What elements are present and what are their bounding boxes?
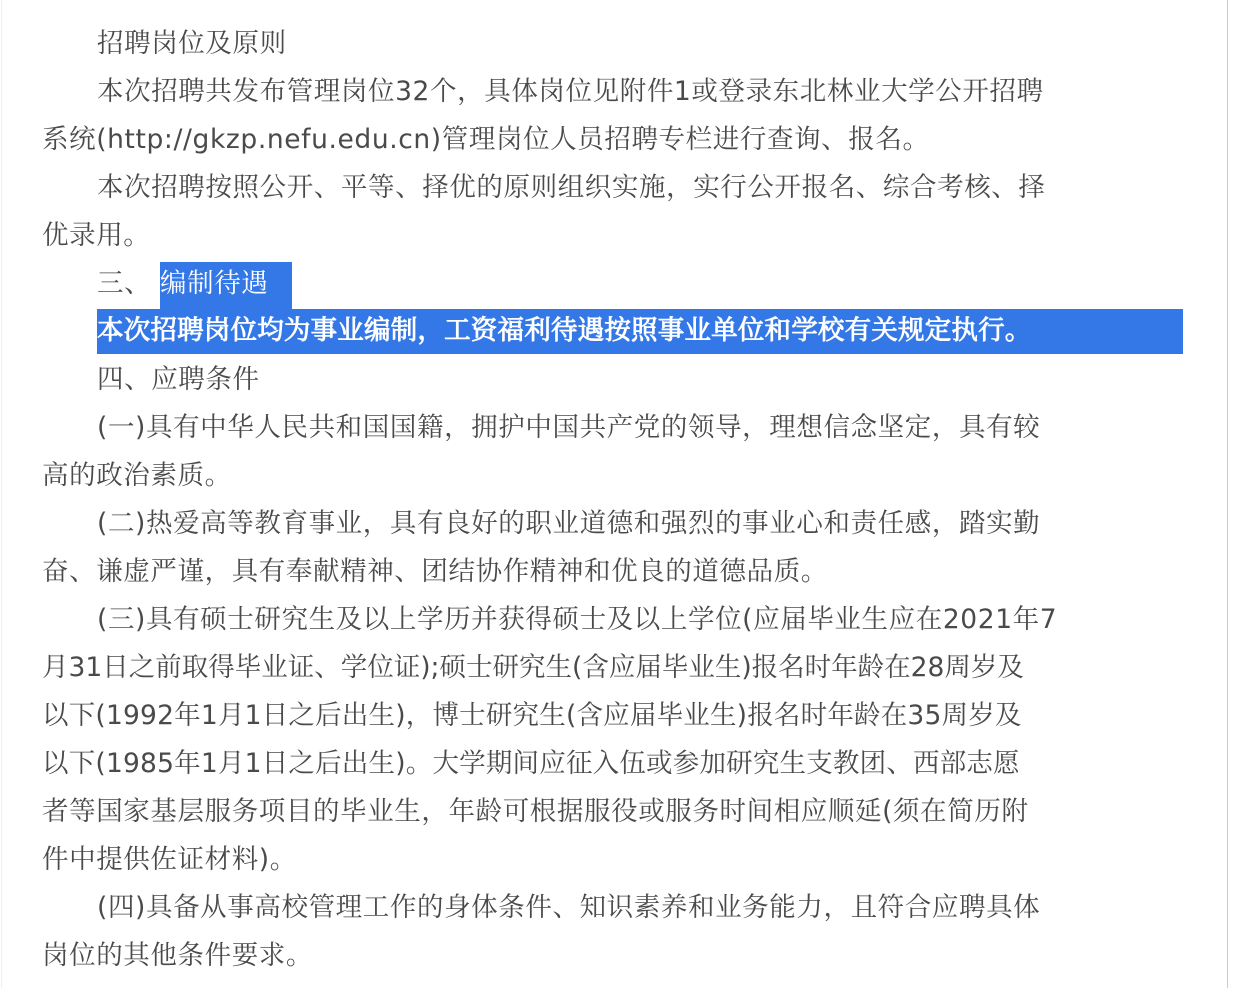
text-line: 优录用。 [42,220,151,251]
text-line: 本次招聘按照公开、平等、择优的原则组织实施，实行公开报名、综合考核、择 [97,172,1046,203]
text-line: 本次招聘共发布管理岗位32个，具体岗位见附件1或登录东北林业大学公开招聘 [97,76,1044,107]
highlighted-text-line: 本次招聘岗位均为事业编制，工资福利待遇按照事业单位和学校有关规定执行。 [97,315,1032,346]
text-line: 件中提供佐证材料)。 [42,844,297,875]
text-line: (三)具有硕士研究生及以上学历并获得硕士及以上学位(应届毕业生应在2021年7 [97,604,1058,635]
section-number: 三、 [97,268,152,299]
section-heading-positions: 招聘岗位及原则 [97,28,287,59]
text-line: 以下(1992年1月1日之后出生)，博士研究生(含应届毕业生)报名时年龄在35周岁及 [42,700,1022,731]
text-line: 奋、谦虚严谨，具有奉献精神、团结协作精神和优良的道德品质。 [42,556,828,587]
section-heading-compensation: 编制待遇 [160,268,269,299]
text-line: (一)具有中华人民共和国国籍，拥护中国共产党的领导，理想信念坚定，具有较 [97,412,1041,443]
text-line: (四)具备从事高校管理工作的身体条件、知识素养和业务能力，且符合应聘具体 [97,892,1041,923]
text-line: 月31日之前取得毕业证、学位证);硕士研究生(含应届毕业生)报名时年龄在28周岁及 [42,652,1024,683]
left-edge-line [1,0,2,988]
text-line: 以下(1985年1月1日之后出生)。大学期间应征入伍或参加研究生支教团、西部志愿 [42,748,1020,779]
text-line: 系统(http://gkzp.nefu.edu.cn)管理岗位人员招聘专栏进行查询、报名。 [42,124,930,155]
text-line: 岗位的其他条件要求。 [42,940,313,971]
right-edge-line [1227,0,1228,988]
section-heading-requirements: 四、应聘条件 [97,364,260,395]
text-line: 高的政治素质。 [42,460,232,491]
text-line: (二)热爱高等教育事业，具有良好的职业道德和强烈的事业心和责任感，踏实勤 [97,508,1041,539]
text-line: 者等国家基层服务项目的毕业生，年龄可根据服役或服务时间相应顺延(须在简历附 [42,796,1029,827]
